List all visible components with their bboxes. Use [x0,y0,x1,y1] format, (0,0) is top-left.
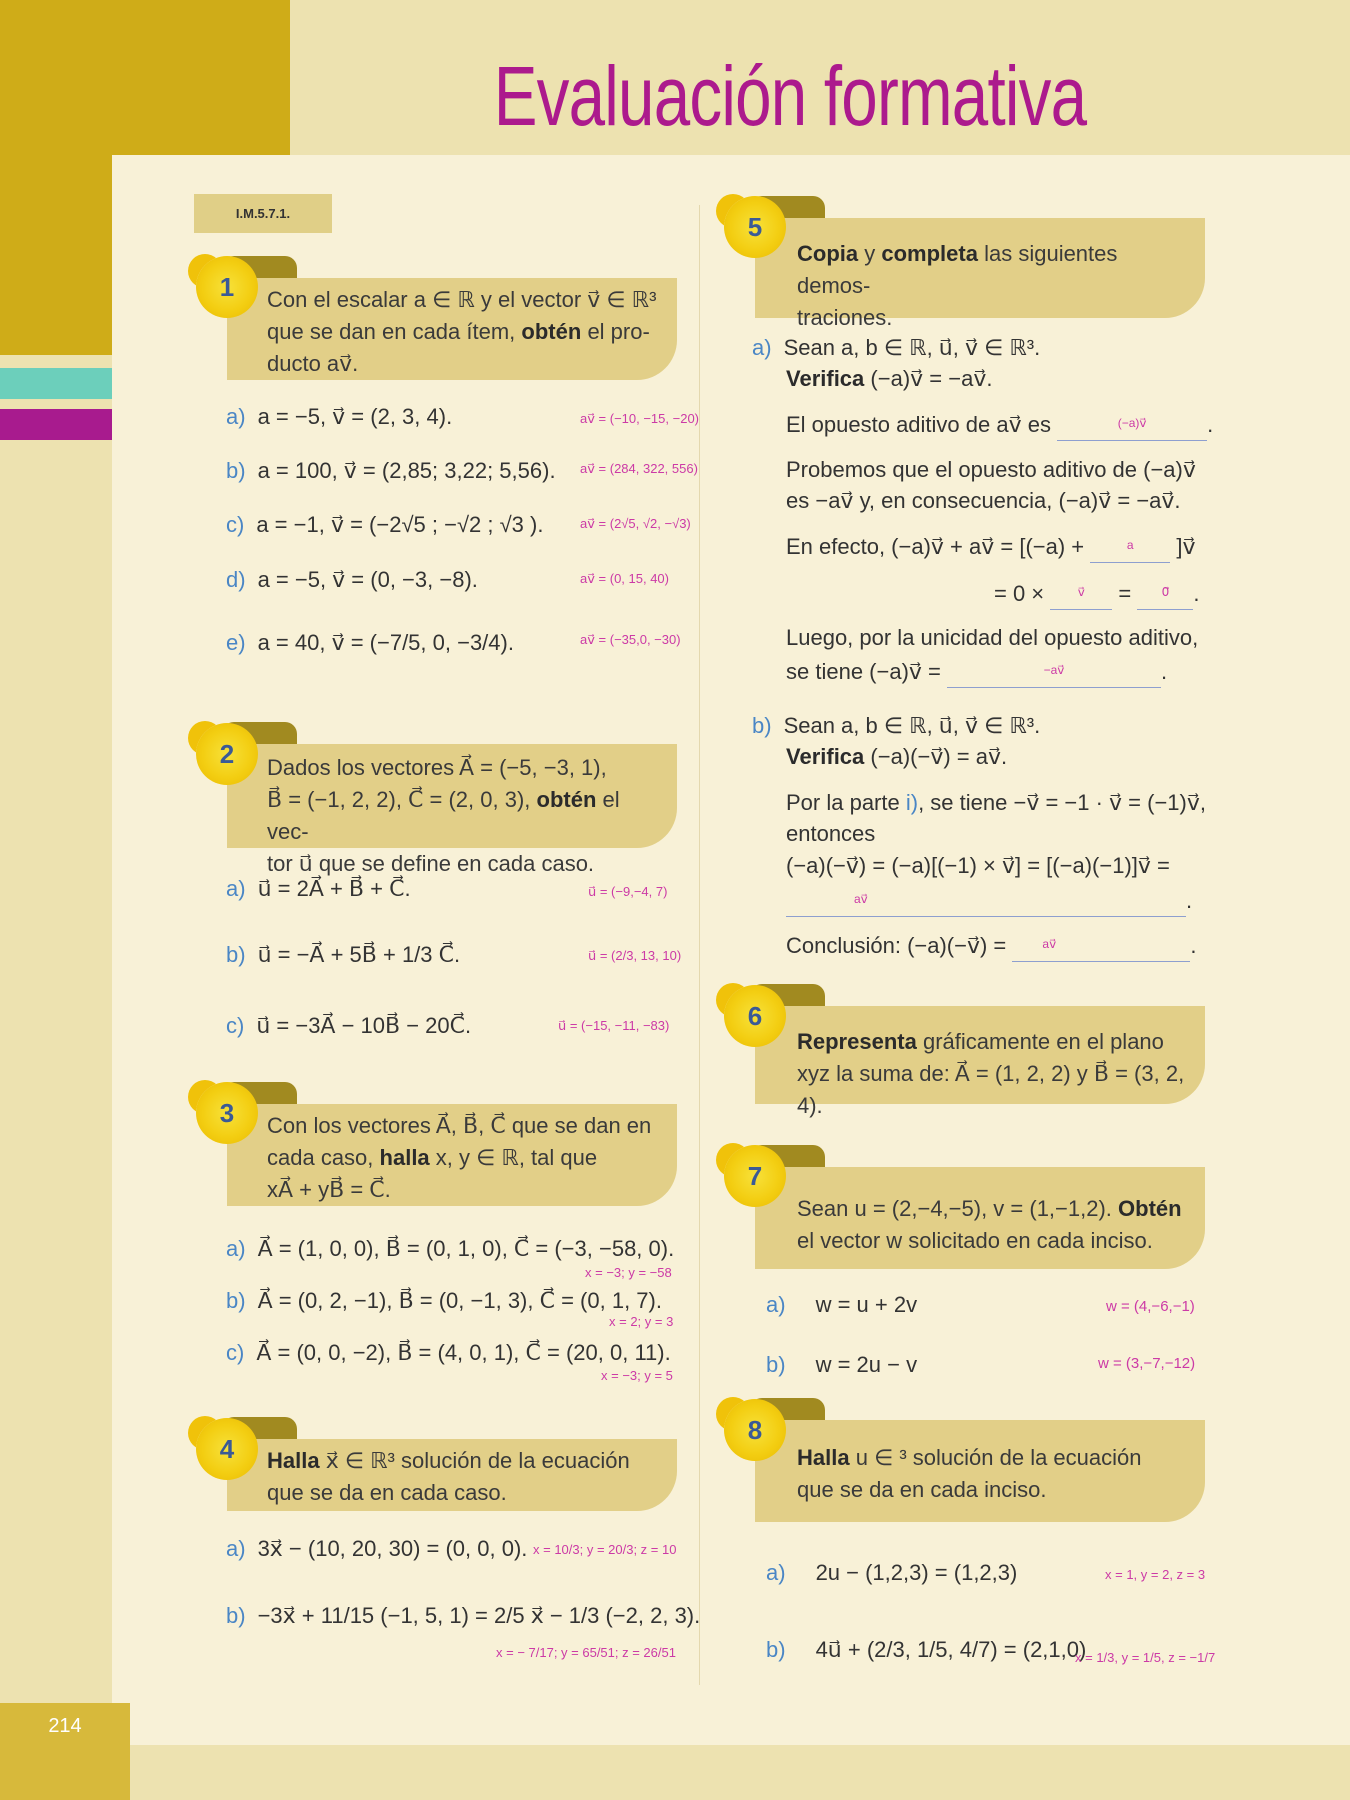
list-item [226,512,543,538]
proof-text: Sean a, b ∈ ℝ, u⃗, v⃗ ∈ ℝ³. [783,335,1041,360]
item-expression: 2u − (1,2,3) = (1,2,3) [815,1560,1018,1585]
column-divider [699,205,700,1685]
proof-a-line [786,455,1196,485]
proof-text: (−a)(−v⃗) = av⃗. [870,744,1008,769]
proof-b-line [786,819,875,849]
statement-keyword: obtén [536,787,597,812]
list-item [226,942,460,968]
item-label: d) [226,567,246,592]
proof-text: Por la parte [786,790,900,815]
item-label: b) [226,458,246,483]
proof-text: (−a)(−v⃗) = (−a)[(−1) × v⃗] = [(−a)(−1)]v⃗ = [786,853,1170,878]
proof-text: Conclusión: (−a)(−v⃗) = [786,933,1007,958]
item-answer: w = (4,−6,−1) [1106,1298,1195,1315]
statement-text: que se da en cada inciso. [797,1477,1047,1502]
statement-text: x, y ∈ ℝ, tal que [435,1145,598,1170]
item-label: a) [766,1292,786,1317]
proof-a-line [786,486,1181,516]
answer-blank[interactable] [1012,931,1190,962]
answer-blank[interactable] [1057,410,1207,441]
exercise-number-badge: 2 [196,723,258,785]
exercise-number-badge: 5 [724,196,786,258]
statement-keyword: Copia [797,241,859,266]
proof-text: (−a)v⃗ = −av⃗. [870,366,993,391]
item-answer: av⃗ = (0, 15, 40) [580,571,669,586]
answer-blank[interactable] [786,886,1186,917]
item-expression: A⃗ = (0, 2, −1), B⃗ = (0, −1, 3), C⃗ = (0, 1, 7). [257,1288,662,1313]
page-number: 214 [48,1715,82,1737]
list-item [226,1603,700,1629]
exercise-number-badge: 4 [196,1418,258,1480]
proof-b-line [786,788,1206,818]
skill-code-badge: I.M.5.7.1. [194,194,332,233]
teal-side-bar [0,368,112,399]
item-answer: av⃗ = (284, 322, 556) [580,461,698,476]
proof-text: , se tiene −v⃗ = −1 · v⃗ = (−1)v⃗, [918,790,1207,815]
magenta-side-bar [0,409,112,440]
statement-text: Sean u = (2,−4,−5), v = (1,−1,2). [797,1196,1112,1221]
exercise-1-statement [227,278,677,380]
item-answer: x = 1, y = 2, z = 3 [1105,1567,1206,1582]
statement-keyword: obtén [521,319,582,344]
item-label: b) [752,713,772,738]
list-item [766,1292,917,1318]
list-item [766,1352,917,1378]
proof-text: entonces [786,821,876,846]
exercise-number-badge: 3 [196,1082,258,1144]
statement-text: xyz la suma de: A⃗ = (1, 2, 2) y B⃗ = (3, 2, 4). [797,1061,1185,1118]
item-expression: a = 100, v⃗ = (2,85; 3,22; 5,56). [257,458,556,483]
exercise-3-statement [227,1104,677,1206]
bottom-band [130,1745,1350,1800]
proof-b-line: av⃗ . [786,886,1192,917]
proof-b-intro [752,711,1040,741]
exercise-5-statement [755,218,1205,330]
statement-keyword: completa [881,241,978,266]
statement-text: u ∈ ³ solución de la ecuación [855,1445,1142,1470]
exercise-4-statement [227,1439,677,1511]
item-expression: a = −5, v⃗ = (2, 3, 4). [257,404,453,429]
statement-text: traciones. [797,305,893,330]
statement-text: gráficamente en el plano [922,1029,1164,1054]
item-expression: −3x⃗ + 11/15 (−1, 5, 1) = 2/5 x⃗ − 1/3 (−2, 2, 3). [257,1603,701,1628]
answer-blank[interactable] [947,657,1161,688]
list-item [226,630,514,656]
exercise-7-statement [755,1167,1205,1269]
item-label: b) [226,1288,246,1313]
statement-text: Dados los vectores A⃗ = (−5, −3, 1), [267,755,607,780]
item-answer: u⃗ = (−9,−4, 7) [588,884,668,899]
item-expression: a = −5, v⃗ = (0, −3, −8). [257,567,478,592]
proof-text: = 0 × [994,581,1045,606]
list-item [226,1536,527,1562]
item-expression: w = 2u − v [815,1352,918,1377]
item-answer: x = 1/3, y = 1/5, z = −1/7 [1075,1650,1216,1665]
statement-text: que se dan en cada ítem, [267,319,516,344]
proof-b-line [786,851,1170,881]
statement-text: Con los vectores A⃗, B⃗, C⃗ que se dan en [267,1113,652,1138]
proof-text: Sean a, b ∈ ℝ, u⃗, v⃗ ∈ ℝ³. [783,713,1041,738]
statement-keyword: Verifica [786,744,865,769]
statement-keyword: Representa [797,1029,917,1054]
item-expression: u⃗ = −A⃗ + 5B⃗ + 1/3 C⃗. [257,942,461,967]
item-label: b) [226,1603,246,1628]
statement-text: el pro- [587,319,650,344]
item-expression: a = −1, v⃗ = (−2√5 ; −√2 ; √3 ). [256,512,544,537]
item-answer: x = −3; y = 5 [601,1368,673,1383]
list-item [226,1013,471,1039]
proof-a-intro [752,333,1040,363]
part-reference: i) [905,790,919,815]
proof-a-verifica [786,364,992,394]
proof-text: se tiene (−a)v⃗ = [786,659,941,684]
item-label: a) [226,876,246,901]
item-expression: A⃗ = (1, 0, 0), B⃗ = (0, 1, 0), C⃗ = (−3, −58, 0). [257,1236,675,1261]
list-item [766,1637,1086,1663]
exercise-2-statement [227,744,677,876]
statement-text: cada caso, [267,1145,374,1170]
list-item [226,567,478,593]
blank-answer: v⃗ [1077,585,1085,599]
page-title: Evaluación formativa [493,49,1087,143]
item-label: e) [226,630,246,655]
answer-blank[interactable] [1090,532,1170,563]
item-expression: u⃗ = 2A⃗ + B⃗ + C⃗. [257,876,411,901]
proof-a-line: = 0 × v⃗ = 0⃗ . [994,579,1200,610]
proof-text: En efecto, (−a)v⃗ + av⃗ = [(−a) + [786,534,1085,559]
list-item [226,1340,671,1366]
statement-keyword: halla [379,1145,430,1170]
list-item [226,1236,674,1262]
list-item [226,876,411,902]
item-label: c) [226,1013,245,1038]
item-expression: u⃗ = −3A⃗ − 10B⃗ − 20C⃗. [256,1013,472,1038]
exercise-number-badge: 7 [724,1145,786,1207]
blank-answer: 0⃗ [1161,585,1170,599]
proof-a-line [786,532,1196,563]
item-expression: 3x⃗ − (10, 20, 30) = (0, 0, 0). [257,1536,528,1561]
item-answer: u⃗ = (−15, −11, −83) [558,1018,670,1033]
statement-keyword: Obtén [1118,1196,1182,1221]
item-expression: 4u⃗ + (2/3, 1/5, 4/7) = (2,1,0) [815,1637,1087,1662]
item-label: c) [226,512,245,537]
item-expression: A⃗ = (0, 0, −2), B⃗ = (4, 0, 1), C⃗ = (20, 0, 11). [256,1340,671,1365]
proof-text: es −av⃗ y, en consecuencia, (−a)v⃗ = −av⃗. [786,488,1181,513]
statement-text: ducto av⃗. [267,351,359,376]
exercise-6-statement [755,1006,1205,1118]
blank-answer: av⃗ [1042,937,1057,951]
exercise-number-badge: 6 [724,985,786,1047]
exercise-number-badge: 1 [196,256,258,318]
item-expression: a = 40, v⃗ = (−7/5, 0, −3/4). [257,630,514,655]
item-answer: av⃗ = (2√5, √2, −√3) [580,516,691,531]
proof-a-line [786,623,1198,653]
proof-text: El opuesto aditivo de av⃗ es [786,412,1051,437]
item-label: c) [226,1340,245,1365]
proof-text: = [1118,581,1132,606]
list-item [766,1560,1017,1586]
statement-text: B⃗ = (−1, 2, 2), C⃗ = (2, 0, 3), [267,787,531,812]
item-answer: x = 2; y = 3 [609,1314,674,1329]
item-label: a) [226,1236,246,1261]
statement-keyword: Halla [267,1448,320,1473]
statement-keyword: Halla [797,1445,850,1470]
item-label: a) [752,335,772,360]
statement-text: Con el escalar a ∈ ℝ y el vector v⃗ ∈ ℝ³ [267,287,657,312]
list-item [226,1288,662,1314]
item-label: b) [766,1352,786,1377]
list-item [226,458,556,484]
statement-text: el vec- [267,787,620,844]
proof-a-line: se tiene (−a)v⃗ = −av⃗ . [786,657,1167,688]
blank-answer: av⃗ [854,892,868,906]
item-answer: u⃗ = (2/3, 13, 10) [588,948,682,963]
statement-keyword: Verifica [786,366,865,391]
blank-answer: −av⃗ [1043,663,1065,677]
item-label: a) [766,1560,786,1585]
statement-text: que se da en cada caso. [267,1480,507,1505]
item-answer: x = − 7/17; y = 65/51; z = 26/51 [496,1645,676,1660]
exercise-8-statement [755,1420,1205,1522]
proof-text: Probemos que el opuesto aditivo de (−a)v⃗ [786,457,1196,482]
exercise-number-badge: 8 [724,1399,786,1461]
proof-b-line: Conclusión: (−a)(−v⃗) = av⃗ . [786,931,1197,962]
proof-text: Luego, por la unicidad del opuesto aditivo, [786,625,1199,650]
item-expression: w = u + 2v [815,1292,918,1317]
statement-text: y [864,241,876,266]
proof-a-line: El opuesto aditivo de av⃗ es (−a)v⃗ . [786,410,1213,441]
list-item [226,404,452,430]
statement-text: tor u⃗ que se define en cada caso. [267,851,595,876]
item-label: a) [226,404,246,429]
statement-text: las siguientes demos- [797,241,1118,298]
blank-answer: a [1126,538,1134,552]
item-answer: w = (3,−7,−12) [1098,1355,1196,1372]
item-label: b) [226,942,246,967]
item-label: b) [766,1637,786,1662]
statement-text: xA⃗ + yB⃗ = C⃗. [267,1177,391,1202]
proof-b-verifica [786,742,1007,772]
answer-blank[interactable] [1137,579,1193,610]
answer-blank[interactable] [1050,579,1112,610]
item-label: a) [226,1536,246,1561]
item-answer: x = 10/3; y = 20/3; z = 10 [533,1542,677,1557]
proof-text: ]v⃗ [1176,534,1196,559]
blank-answer: (−a)v⃗ [1117,416,1147,430]
item-answer: x = −3; y = −58 [585,1265,672,1280]
item-answer: av⃗ = (−10, −15, −20) [580,411,699,426]
item-answer: av⃗ = (−35,0, −30) [580,632,681,647]
statement-text: el vector w solicitado en cada inciso. [797,1228,1153,1253]
statement-text: x⃗ ∈ ℝ³ solución de la ecuación [325,1448,630,1473]
